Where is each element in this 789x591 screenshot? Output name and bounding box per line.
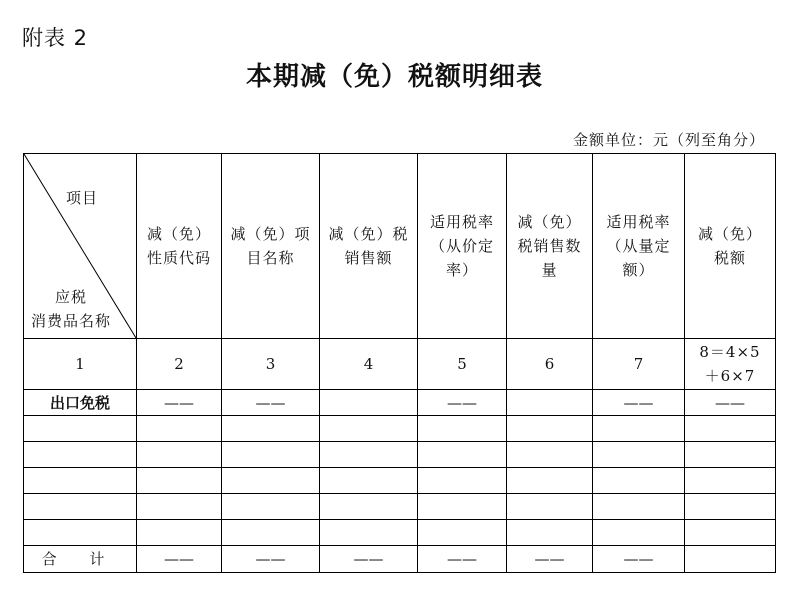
table-cell[interactable]: [222, 520, 320, 546]
index-cell: 4: [320, 339, 418, 390]
corner-label-product-line2: 消费品名称: [31, 312, 112, 330]
table-cell[interactable]: ——: [593, 390, 685, 416]
column-header: [685, 154, 776, 339]
table-cell[interactable]: [685, 494, 776, 520]
table-cell[interactable]: ——: [137, 390, 222, 416]
table-header-row: [24, 154, 776, 339]
table-cell[interactable]: [24, 494, 137, 520]
column-header-line: 适用税率: [429, 213, 494, 231]
table-cell[interactable]: ——: [507, 546, 593, 573]
index-cell: 2: [137, 339, 222, 390]
index-cell: 6: [507, 339, 593, 390]
table-cell[interactable]: [685, 468, 776, 494]
column-header-line: 减（免）项: [230, 225, 311, 243]
index-cell: 3: [222, 339, 320, 390]
column-header-line: 目名称: [246, 249, 295, 267]
row-label-export: 出口免税: [24, 390, 137, 416]
table-row: [24, 520, 776, 546]
column-header-line: 量: [541, 261, 558, 279]
table-cell[interactable]: ——: [418, 546, 507, 573]
total-row: [24, 546, 776, 573]
formula-line: ＋6×7: [704, 367, 756, 385]
table-cell[interactable]: [685, 442, 776, 468]
table-cell[interactable]: [24, 468, 137, 494]
table-cell[interactable]: [685, 546, 776, 573]
table-cell[interactable]: ——: [685, 390, 776, 416]
column-header-line: 率）: [445, 261, 478, 279]
table-cell[interactable]: [507, 494, 593, 520]
table-cell[interactable]: [418, 494, 507, 520]
column-header-line: （从价定: [429, 237, 494, 255]
table-cell[interactable]: [418, 468, 507, 494]
export-exemption-row: [24, 390, 776, 416]
table-cell[interactable]: [507, 442, 593, 468]
table-cell[interactable]: [320, 390, 418, 416]
table-cell[interactable]: ——: [222, 546, 320, 573]
table-cell[interactable]: ——: [593, 546, 685, 573]
column-header-line: 减（免）税: [328, 225, 409, 243]
table-cell[interactable]: [222, 416, 320, 442]
appendix-label: 附表 2: [22, 26, 89, 50]
table-cell[interactable]: [222, 494, 320, 520]
column-header-line: 额）: [622, 261, 655, 279]
table-cell[interactable]: [24, 520, 137, 546]
table-cell[interactable]: [593, 494, 685, 520]
table-cell[interactable]: [418, 520, 507, 546]
table-cell[interactable]: [507, 416, 593, 442]
table-cell[interactable]: [507, 390, 593, 416]
column-header: [320, 154, 418, 339]
table-cell[interactable]: [137, 520, 222, 546]
table-cell[interactable]: [320, 468, 418, 494]
column-header: [507, 154, 593, 339]
table-cell[interactable]: [507, 520, 593, 546]
corner-label-item: 项目: [66, 189, 99, 207]
table-row: [24, 494, 776, 520]
unit-note: 金额单位：元（列至角分）: [572, 131, 765, 149]
table-row: [24, 442, 776, 468]
table-cell[interactable]: [593, 442, 685, 468]
table-cell[interactable]: [685, 416, 776, 442]
index-cell: 1: [24, 339, 137, 390]
table-cell[interactable]: [507, 468, 593, 494]
column-header-line: 销售额: [344, 249, 393, 267]
table-cell[interactable]: ——: [137, 546, 222, 573]
formula-line: 8＝4×5: [699, 343, 761, 361]
corner-header-cell: [24, 154, 137, 339]
column-header: [222, 154, 320, 339]
tax-reduction-detail-table: [23, 153, 776, 573]
column-header-line: 减（免）: [697, 225, 762, 243]
table-cell[interactable]: [137, 468, 222, 494]
table-cell[interactable]: [320, 442, 418, 468]
row-label-total: 合 计: [24, 546, 137, 573]
index-cell: 5: [418, 339, 507, 390]
table-cell[interactable]: [593, 468, 685, 494]
column-index-row: [24, 339, 776, 390]
table-row: [24, 468, 776, 494]
table-cell[interactable]: ——: [418, 390, 507, 416]
table-cell[interactable]: [320, 520, 418, 546]
column-header-line: （从量定: [606, 237, 671, 255]
table-cell[interactable]: [685, 520, 776, 546]
page-title: 本期减（免）税额明细表: [245, 62, 543, 92]
column-header: [418, 154, 507, 339]
column-header-line: 适用税率: [606, 213, 671, 231]
column-header-line: 税额: [713, 249, 746, 267]
table-cell[interactable]: [320, 494, 418, 520]
table-cell[interactable]: [222, 442, 320, 468]
table-cell[interactable]: [137, 442, 222, 468]
table-row: [24, 416, 776, 442]
column-header-line: 性质代码: [146, 249, 211, 267]
table-cell[interactable]: [24, 442, 137, 468]
column-header-line: 减（免）: [146, 225, 211, 243]
table-cell[interactable]: [137, 416, 222, 442]
index-cell: 7: [593, 339, 685, 390]
table-cell[interactable]: [24, 416, 137, 442]
column-header: [137, 154, 222, 339]
table-cell[interactable]: [222, 468, 320, 494]
index-cell-formula: [685, 339, 776, 390]
column-header: [593, 154, 685, 339]
column-header-line: 税销售数: [517, 237, 582, 255]
table-cell[interactable]: ——: [222, 390, 320, 416]
table-cell[interactable]: ——: [320, 546, 418, 573]
corner-label-product: [31, 285, 111, 333]
table-cell[interactable]: [418, 442, 507, 468]
table-cell[interactable]: [137, 494, 222, 520]
column-header-line: 减（免）: [517, 213, 582, 231]
corner-label-product-line1: 应税: [55, 288, 88, 306]
table-cell[interactable]: [593, 416, 685, 442]
table-cell[interactable]: [418, 416, 507, 442]
table-cell[interactable]: [320, 416, 418, 442]
table-cell[interactable]: [593, 520, 685, 546]
